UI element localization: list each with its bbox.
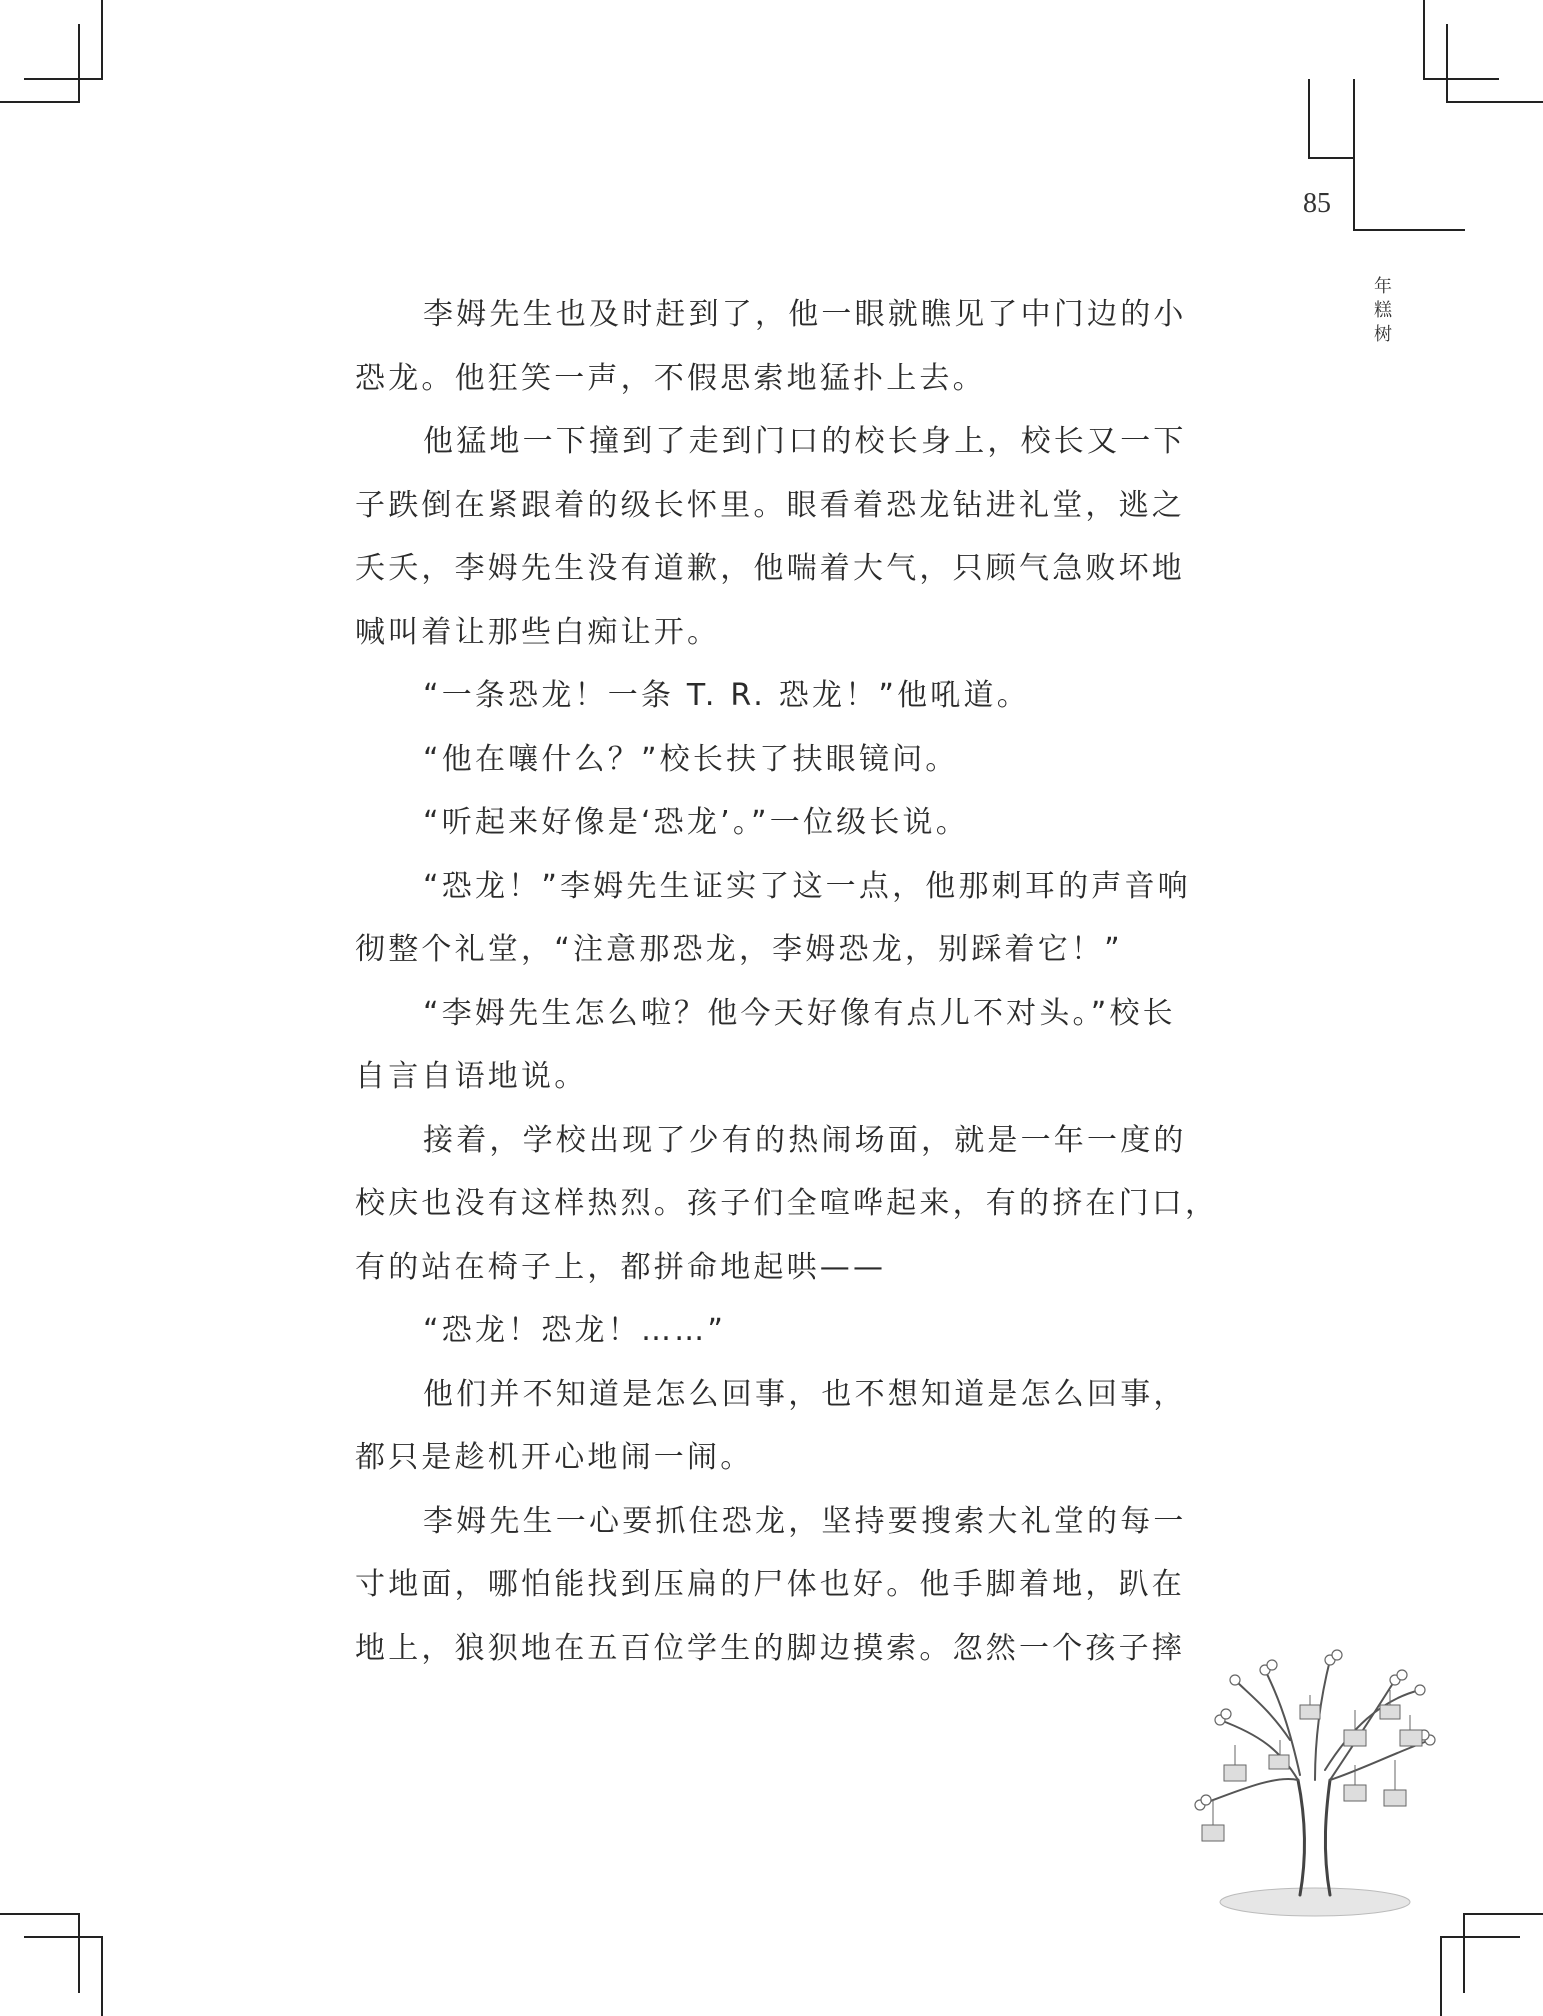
text-line: 夭夭，李姆先生没有道歉，他喘着大气，只顾气急败坏地 (355, 551, 1185, 586)
text-line: 自言自语地说。 (355, 1059, 588, 1094)
text-line: “恐龙！”李姆先生证实了这一点，他那刺耳的声音响 (423, 868, 1191, 904)
crop-mark-bottom-left-outer-h (0, 1913, 80, 1915)
text-line: “他在嚷什么？”校长扶了扶眼镜问。 (423, 741, 959, 777)
page-number: 85 (1303, 188, 1331, 219)
text-line: 接着，学校出现了少有的热闹场面，就是一年一度的 (423, 1122, 1187, 1158)
text-line: 寸地面，哪怕能找到压扁的尸体也好。他手脚着地，趴在 (355, 1567, 1185, 1602)
crop-mark-bottom-right-outer-v (1440, 1936, 1442, 2016)
pagenum-frame-left-v (1308, 79, 1310, 158)
running-title-char: 年 (1374, 276, 1392, 297)
text-line: “恐龙！恐龙！……” (423, 1313, 727, 1348)
pagenum-frame-right-v (1353, 79, 1355, 230)
crop-mark-bottom-right-inner-h (1440, 1936, 1520, 1938)
pagenum-frame-left-h (1308, 157, 1354, 159)
text-line: 喊叫着让那些白痴让开。 (355, 614, 721, 650)
crop-mark-top-right-outer-h (1446, 101, 1543, 103)
text-line: 李姆先生也及时赶到了，他一眼就瞧见了中门边的小 (423, 297, 1187, 332)
text-line: 李姆先生一心要抓住恐龙，坚持要搜索大礼堂的每一 (423, 1503, 1187, 1539)
text-line: 恐龙。他狂笑一声，不假思索地猛扑上去。 (355, 360, 986, 396)
text-line: “一条恐龙！一条 T. R. 恐龙！”他吼道。 (423, 678, 1030, 713)
text-line: 他们并不知道是怎么回事，也不想知道是怎么回事， (423, 1376, 1187, 1412)
text-line: 子跌倒在紧跟着的级长怀里。眼看着恐龙钻进礼堂，逃之 (355, 487, 1185, 523)
crop-mark-top-left-outer-h (0, 101, 80, 103)
crop-mark-bottom-left-outer-v (101, 1936, 103, 2016)
text-line: 他猛地一下撞到了走到门口的校长身上，校长又一下 (423, 424, 1187, 459)
running-title-char: 糕 (1374, 300, 1392, 321)
crop-mark-top-left-inner-h (24, 78, 103, 80)
crop-mark-top-left-inner-v (78, 24, 80, 103)
crop-mark-top-right-outer-v (1423, 0, 1425, 80)
text-line: “听起来好像是‘恐龙’。”一位级长说。 (423, 805, 969, 840)
crop-mark-bottom-left-inner-v (78, 1913, 80, 1993)
text-line: 地上，狼狈地在五百位学生的脚边摸索。忽然一个孩子摔 (355, 1630, 1185, 1666)
text-line: 彻整个礼堂，“注意那恐龙，李姆恐龙，别踩着它！” (355, 932, 1123, 967)
crop-mark-top-left-outer-v (101, 0, 103, 80)
text-line: 都只是趁机开心地闹一闹。 (355, 1440, 754, 1475)
crop-mark-top-right-inner-v (1446, 24, 1448, 103)
crop-mark-bottom-left-inner-h (24, 1936, 103, 1938)
crop-mark-bottom-right-outer-h (1463, 1913, 1543, 1915)
text-line: 校庆也没有这样热烈。孩子们全喧哗起来，有的挤在门口， (355, 1186, 1219, 1221)
text-line: 有的站在椅子上，都拼命地起哄—— (355, 1249, 887, 1285)
crop-mark-top-right-inner-h (1423, 78, 1499, 80)
running-title (1371, 275, 1395, 347)
pagenum-frame-bottom-h (1353, 229, 1465, 231)
crop-mark-bottom-right-inner-v (1463, 1913, 1465, 1993)
body-text (355, 290, 1219, 1687)
text-line: “李姆先生怎么啦？他今天好像有点儿不对头。”校长 (423, 995, 1176, 1031)
running-title-char: 树 (1374, 324, 1392, 345)
tree-with-hanging-gift-boxes-icon (1180, 1640, 1450, 1920)
